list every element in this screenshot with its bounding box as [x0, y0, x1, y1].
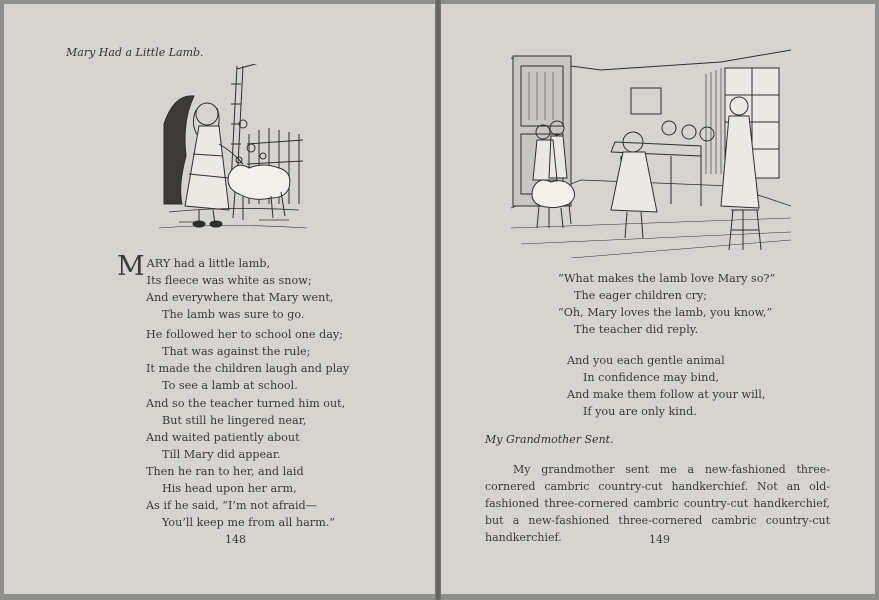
verse-line: “What makes the lamb love Mary so?” [558, 272, 776, 285]
verse-line: And make them follow at your will, [567, 388, 766, 401]
poem-stanza-1 [117, 251, 334, 323]
verse-line: “Oh, Mary loves the lamb, you know,” [558, 306, 773, 319]
grandmother-paragraph: My grandmother sent me a new-fashioned three-cornered cambric country-cut handkerchief. Not an old-fashioned three-cornered cambric country-cut handkerchief, but a new-fashioned three-cornered cambric country-cut handkerchief. [485, 463, 830, 544]
verse-line: And so the teacher turned him out, [146, 397, 346, 410]
verse-line: Its fleece was white as snow; [146, 274, 312, 287]
verse-line: But still he lingered near, [162, 414, 307, 427]
verse-line: His head upon her arm, [162, 482, 297, 495]
verse-line: And waited patiently about [146, 431, 300, 444]
drop-cap: M [117, 251, 145, 282]
section-title: My Grandmother Sent. [485, 433, 614, 446]
poem-stanza-5 [558, 270, 775, 338]
page-number: 149 [649, 533, 670, 546]
verse-line: As if he said, “I’m not afraid— [146, 499, 317, 512]
poem-stanza-4 [146, 463, 335, 531]
poem-stanza-3 [146, 395, 345, 463]
poem-stanza-2 [146, 326, 349, 394]
verse-line: The lamb was sure to go. [162, 308, 305, 321]
verse-line: In confidence may bind, [583, 371, 720, 384]
right-page [441, 4, 875, 594]
mary-and-lamb-illustration [159, 64, 309, 234]
poem-stanza-6 [567, 352, 765, 420]
verse-line: And you each gentle animal [567, 354, 725, 367]
verse-line: It made the children laugh and play [146, 362, 350, 375]
verse-line: You’ll keep me from all harm.” [162, 516, 336, 529]
verse-line: And everywhere that Mary went, [146, 291, 334, 304]
verse-line: The eager children cry; [574, 289, 708, 302]
running-title: Mary Had a Little Lamb. [66, 46, 204, 59]
verse-line: That was against the rule; [162, 345, 311, 358]
page-number: 148 [225, 533, 246, 546]
schoolroom-illustration [511, 48, 791, 258]
verse-line: If you are only kind. [583, 405, 697, 418]
verse-line: Till Mary did appear. [162, 448, 281, 461]
verse-line: To see a lamb at school. [162, 379, 298, 392]
verse-line: He followed her to school one day; [146, 328, 343, 341]
verse-line: The teacher did reply. [574, 323, 699, 336]
verse-line: Then he ran to her, and laid [146, 465, 304, 478]
left-page [4, 4, 435, 594]
verse-line: ARY had a little lamb, [146, 257, 271, 270]
